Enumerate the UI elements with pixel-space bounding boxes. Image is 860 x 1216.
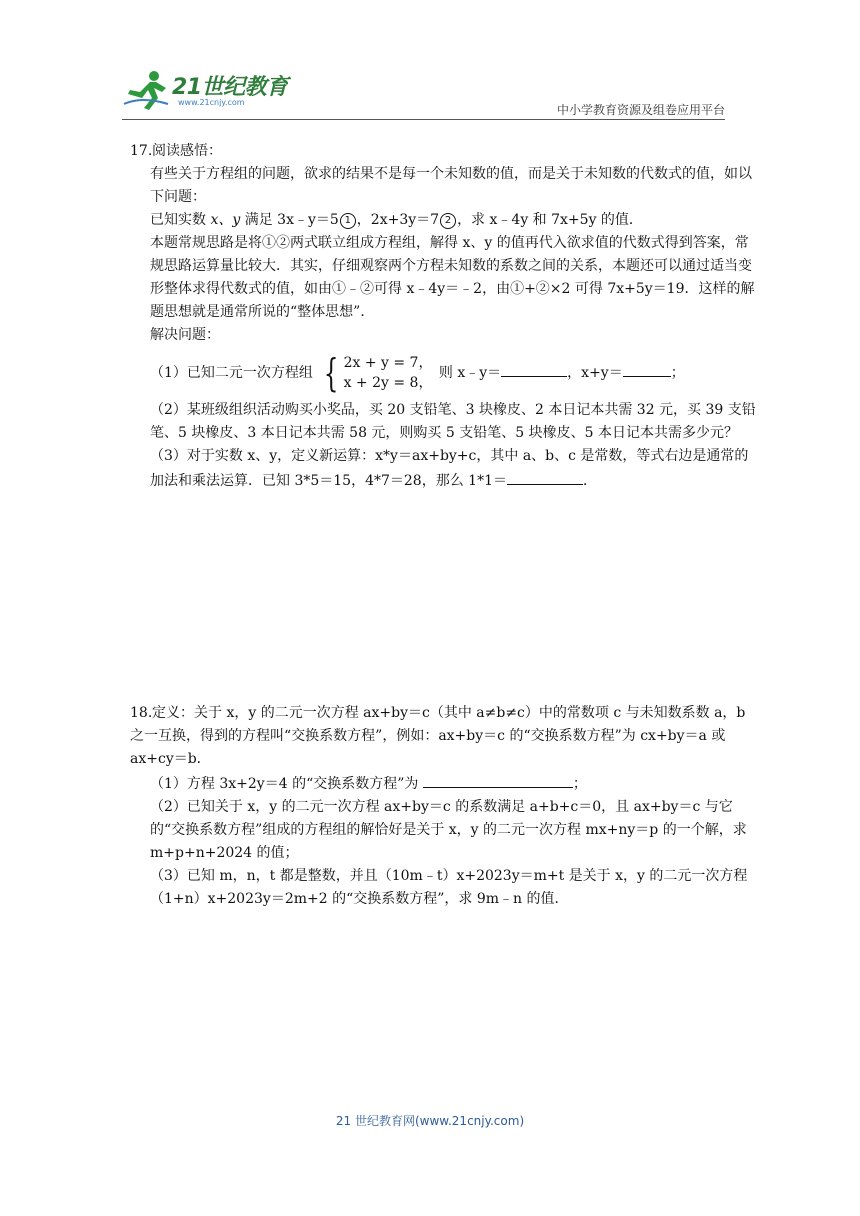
q17-sub-3: （3）对于实数 x、y，定义新运算：x*y＝ax+by+c，其中 a、b、c 是常数，等式右边是通常的加法和乘法运算．已知 3*5＝15，4*7＝28，那么 1*1＝ ． — [150, 448, 749, 489]
q17-explanation: 本题常规思路是将①②两式联立组成方程组，解得 x、y 的值再代入欲求值的代数式得到答案，常规思路运算量比较大．其实，仔细观察两个方程未知数的系数之间的关系，本题还可以通过适当变形整体求得代数式的值，如由①﹣②可得 x﹣4y＝﹣2，由①+②×2 可得 7x+5y＝19．这样的解题思想就是通常所说的“整体思想”． — [150, 235, 755, 320]
circle-1-icon: 1 — [340, 213, 356, 229]
page-header — [0, 0, 860, 120]
equation-system — [319, 353, 432, 393]
q17-given: 已知实数 x、y 满足 3x﹣y＝5 1 ，2x+3y＝7 2 ，求 x﹣4y 和 7x+5y 的值． — [150, 212, 643, 228]
platform-title: 中小学教育资源及组卷应用平台 — [556, 103, 725, 117]
q17-solve-label: 解决问题： — [150, 327, 220, 343]
answer-blank — [623, 360, 671, 377]
circle-2-icon: 2 — [440, 213, 456, 229]
logo-url: www.21cnjy.com — [178, 98, 245, 107]
system-eq-1: 2x + y = 7， — [343, 355, 433, 371]
page-footer: 21 世纪教育网(www.21cnjy.com) — [335, 1114, 525, 1128]
answer-blank — [501, 360, 567, 377]
q17-sub-2: （2）某班级组织活动购买小奖品，买 20 支铅笔、3 块橡皮、2 本日记本共需 32 元，买 39 支铅笔、5 块橡皮、3 本日记本共需 58 元，则购买 5 支铅笔、5 块橡皮、5 本日记本共需多少元？ — [150, 402, 756, 441]
system-eq-2: x + 2y = 8， — [343, 375, 433, 391]
q17-number: 17. — [130, 143, 153, 159]
answer-blank — [507, 468, 583, 485]
logo-text: 21世纪教育 — [172, 75, 288, 100]
q18-sub-2: （2）已知关于 x，y 的二元一次方程 ax+by＝c 的系数满足 a+b+c＝0，且 ax+by＝c 与它的“交换系数方程”组成的方程组的解恰好是关于 x，y 的二元一次方程 mx+ny＝p 的一个解，求 m+p+n+2024 的值； — [150, 799, 747, 861]
q18-number: 18. — [130, 705, 153, 721]
runner-logo-icon — [122, 68, 172, 112]
question-18 — [130, 702, 762, 911]
q17-sub-1: （1）已知二元一次方程组 { 2x + y = 7， x + 2y = 8， 则 x﹣y＝ ，x+y＝ ； — [150, 351, 685, 395]
question-17 — [130, 140, 762, 493]
q18-sub-3: （3）已知 m，n，t 都是整数，并且（10m﹣t）x+2023y＝m+t 是关于 x，y 的二元一次方程（1+n）x+2023y＝2m+2 的“交换系数方程”，求 9m﹣n 的值． — [150, 868, 748, 907]
header-divider — [122, 119, 725, 120]
q18-definition: 18.定义：关于 x，y 的二元一次方程 ax+by＝c（其中 a≠b≠c）中的常数项 c 与未知数系数 a，b 之一互换，得到的方程叫“交换系数方程”，例如：ax+by＝c 的“交换系数方程”为 cx+by＝a 或 ax+cy＝b． — [130, 702, 762, 771]
logo — [122, 68, 292, 118]
brace-icon: { — [324, 351, 339, 395]
q17-title: 17.阅读感悟： — [130, 140, 762, 163]
answer-blank — [423, 771, 573, 788]
q17-intro: 有些关于方程组的问题，欲求的结果不是每一个未知数的值，而是关于未知数的代数式的值，如以下问题： — [150, 166, 752, 205]
q18-sub-1: （1）方程 3x+2y＝4 的“交换系数方程”为 ； — [130, 771, 762, 796]
